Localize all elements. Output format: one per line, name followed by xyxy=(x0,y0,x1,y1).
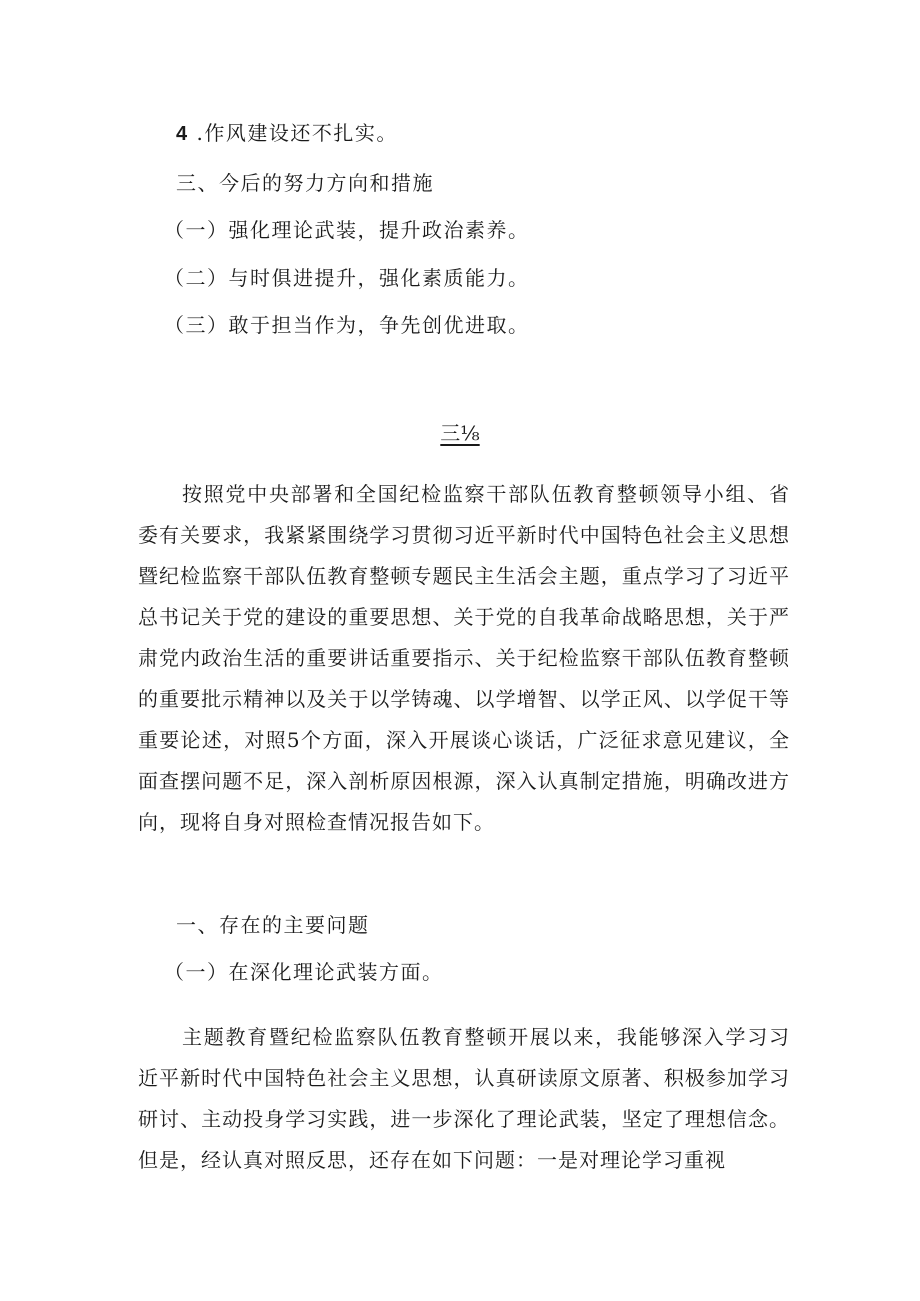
intro-paragraph: 按照党中央部署和全国纪检监察干部队伍教育整顿领导小组、省委有关要求，我紧紧围绕学习贯彻习近平新时代中国特色社会主义思想暨纪检监察干部队伍教育整顿专题民主生活会主题，重点学习了习近平总书记关于党的建设的重要思想、关于党的自我革命战略思想，关于严肃党内政治生活的重要讲话重要指示、关于纪检监察干部队伍教育整顿的重要批示精神以及关于以学铸魂、以学增智、以学正风、以学促干等重要论述，对照5个方面，深入开展谈心谈话，广泛征求意见建议，全面查摆问题不足，深入剖析原因根源，深入认真制定措施，明确改进方向，现将自身对照检查情况报告如下。 xyxy=(138,482,790,834)
section-heading-3: 三、今后的努力方向和措施 xyxy=(176,171,434,195)
item-number: 4 xyxy=(176,123,189,145)
section-title-text: 三⅛ xyxy=(440,421,480,445)
body-paragraph: 主题教育暨纪检监察队伍教育整顿开展以来，我能够深入学习习近平新时代中国特色社会主义思想，认真研读原文原著、积极参加学习研讨、主动投身学习实践，进一步深化了理论武装，坚定了理想信念。但是，经认真对照反思，还存在如下问题：一是对理论学习重视 xyxy=(138,1025,790,1172)
item-text: .作风建设还不扎实。 xyxy=(196,121,398,145)
section-title xyxy=(0,419,920,447)
measure-item-3: （三）敢于担当作为，争先创优进取。 xyxy=(164,313,530,337)
list-item-4 xyxy=(176,119,398,148)
main-heading-1: 一、存在的主要问题 xyxy=(176,913,370,937)
sub-heading-1: （一）在深化理论武装方面。 xyxy=(164,960,444,984)
measure-item-2: （二）与时俱进提升，强化素质能力。 xyxy=(164,266,530,290)
measure-item-1: （一）强化理论武装，提升政治素养。 xyxy=(164,218,530,242)
